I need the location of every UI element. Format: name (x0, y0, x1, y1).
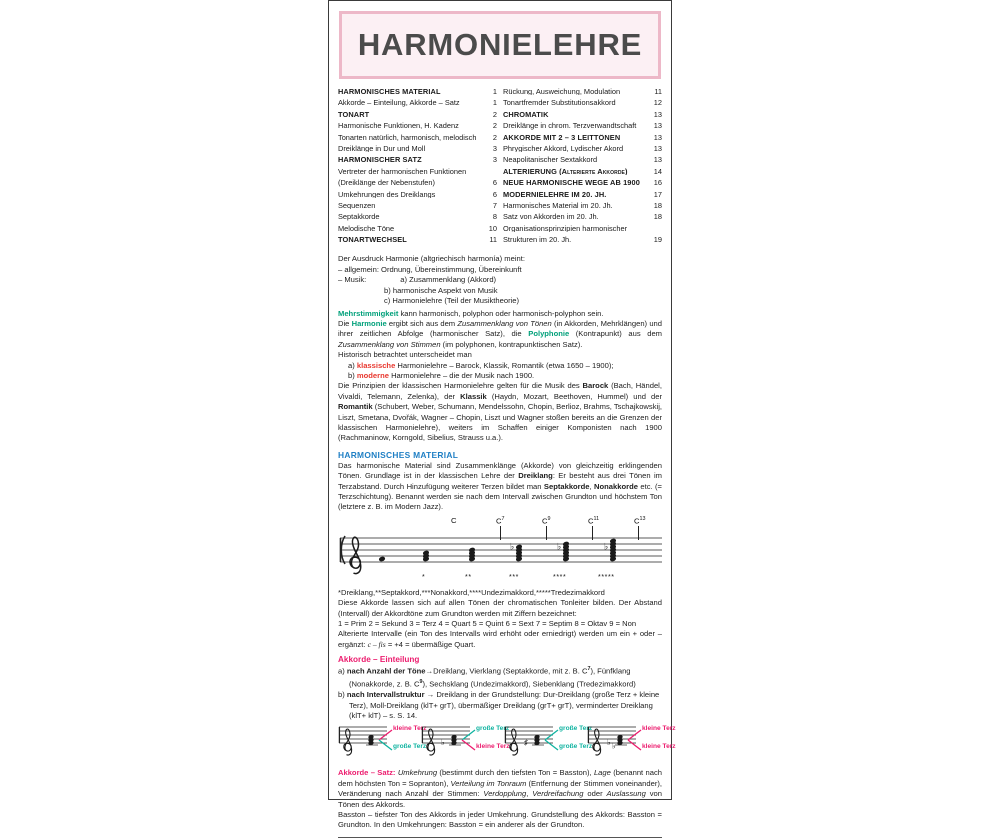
interval-label-top-0: kleine Terz (393, 725, 427, 733)
toc-entry-page: 10 (488, 223, 497, 233)
toc-entry[interactable] (503, 134, 662, 145)
intro-musik-b: b) harmonische Aspekt von Musik (384, 285, 498, 295)
toc-entry-label: Organisationsprinzipien harmonischer (503, 224, 628, 233)
interval-bracket-2 (544, 727, 560, 753)
toc-entry-label: MODERNIELEHRE IM 20. JH. (503, 190, 607, 198)
legend-line: *Dreiklang,**Septakkord,***Nonakkord,****Undezimakkord,*****Tredezimakkord (338, 587, 605, 597)
toc-entry[interactable] (338, 99, 497, 110)
toc-entry-label: TONART (338, 110, 370, 119)
svg-text:♭: ♭ (604, 541, 609, 552)
intro-line-3 (338, 275, 662, 285)
toc-entry-label: Tonarten natürlich, harmonisch, melodisch (338, 133, 477, 141)
toc-entry-page: 12 (653, 98, 662, 108)
toc-entry-page: 1 (492, 98, 497, 108)
paragraph-klassisch-modern (338, 361, 662, 382)
interval-label-bottom-2: große Terz (559, 743, 593, 751)
svg-text:♭: ♭ (510, 541, 515, 552)
term-septakkorde: Septakkorde (543, 481, 590, 491)
toc-entry[interactable] (338, 122, 497, 133)
para1-body: Die Harmonie ergibt sich aus dem Zusammenklang von Tönen (in Akkorden, Mehrklängen) und ihrer zeitlichen Abfolge (harmonischer Satz), die Polyphonie (Kontrapunkt) aus dem Zusammenklang von Stimmen (im polyphonen, kontrapunktischen Satz). (338, 318, 662, 349)
music-staff-triad-3 (587, 723, 676, 762)
toc-entry[interactable] (503, 191, 662, 202)
toc-entry[interactable] (338, 236, 497, 247)
toc-entry-label: Akkorde – Einteilung, Akkorde – Satz (338, 99, 460, 107)
page-title: HARMONIELEHRE (357, 27, 643, 62)
toc-entry-label: Vertreter der harmonischen Funktionen (338, 167, 467, 176)
toc-entry[interactable] (503, 156, 662, 167)
toc-entry[interactable] (338, 145, 497, 156)
table-of-contents (338, 88, 662, 247)
toc-entry-page: 13 (653, 121, 662, 131)
toc-entry-page: 7 (492, 200, 497, 210)
chord-label-4: $C^{13}$ (634, 515, 646, 526)
star-mark-4: ***** (598, 573, 615, 581)
toc-entry[interactable] (338, 225, 497, 236)
section-heading-harmonisches-material: HARMONISCHES MATERIAL (338, 449, 459, 460)
toc-entry-label: AKKORDE MIT 2 – 3 LEITTÖNEN (503, 133, 621, 141)
toc-entry-label: Dreiklänge in Dur und Moll (338, 144, 426, 153)
term-klassik: Klassik (460, 391, 487, 401)
toc-entry-page: 2 (492, 132, 497, 142)
chord-label-2: $C^9$ (542, 515, 551, 526)
term-barock: Barock (582, 381, 609, 391)
toc-entry-page: 13 (653, 132, 662, 142)
toc-entry[interactable] (503, 145, 662, 156)
music-staff-triad-1 (421, 723, 510, 762)
intro-musik-c: c) Harmonielehre (Teil der Musiktheorie) (384, 296, 520, 306)
music-staff-triad-0 (338, 723, 427, 762)
toc-entry-label: Harmonische Funktionen, H. Kadenz (338, 122, 459, 130)
svg-text:♭: ♭ (557, 541, 562, 552)
toc-entry-page: 8 (492, 212, 497, 222)
item-klassische: a) klassische Harmonielehre – Barock, Klassik, Romantik (etwa 1650 – 1900); (348, 360, 614, 370)
intro-line-2: – allgemein: Ordnung, Übereinstimmung, Übereinkunft (338, 264, 522, 274)
einteilung-item-b: b) nach Intervallstruktur → Dreiklang in der Grundstellung: Dur-Dreiklang (große Terz + kleine Terz), Moll-Dreiklang (klT+ grT), übermäßiger Dreiklang (grT+ grT), verminderter Dreiklang (klT+ klT) – s. S. 14. (338, 690, 660, 720)
term-moderne: moderne (356, 370, 389, 380)
paragraph-harmonie (338, 309, 662, 361)
svg-text:♭: ♭ (441, 738, 445, 748)
toc-entry-page: 13 (653, 143, 662, 153)
term-nach-anzahl: nach Anzahl der Töne (346, 666, 426, 676)
svg-text:♭: ♭ (612, 741, 616, 751)
star-mark-1: ** (465, 573, 472, 581)
toc-entry[interactable] (338, 179, 497, 190)
toc-entry[interactable] (338, 202, 497, 213)
term-klassische: klassische (356, 360, 396, 370)
term-nach-intervallstruktur: nach Intervallstruktur (346, 690, 425, 700)
toc-entry-label: HARMONISCHES MATERIAL (338, 88, 441, 96)
toc-entry-label: Rückung, Ausweichung, Modulation (503, 88, 621, 96)
toc-entry-page: 19 (653, 235, 662, 245)
interval-bracket-0 (378, 727, 394, 753)
star-mark-3: **** (553, 573, 567, 581)
paragraph-material: Das harmonische Material sind Zusammenklänge (Akkorde) von gleichzeitig erklingenden Tönen. Grundlage ist in der klassischen Lehre der Dreiklang: Er besteht aus drei Tönen im Terzabstand. Durch Hinzufügung weiterer Terzen bildet man Septakkorde, Nonakkorde etc. (= Terzschichtung). Benannt werden sie nach dem Intervall zwischen Grundton und höchstem Ton (letztere z. B. im Modern Jazz). (338, 460, 662, 512)
staff-svg-main (338, 528, 664, 578)
toc-entry[interactable] (503, 179, 662, 190)
toc-entry-page: 2 (492, 121, 497, 131)
toc-entry-label: HARMONISCHER SATZ (338, 156, 422, 164)
star-mark-2: *** (509, 573, 519, 581)
svg-text:♭: ♭ (607, 738, 611, 748)
paragraph-intervalle (338, 598, 662, 650)
music-staves-triad-types (338, 723, 676, 765)
paragraph-akkorde-satz: Akkorde – Satz: Umkehrung (bestimmt durch den tiefsten Ton = Basston), Lage (benannt nach dem höchsten Ton = Sopranton), Verteilung im Tonraum (Entfernung der Stimmen voneinander), Veränderung nach Anzahl der Stimmen: Verdopplung, Verdreifachung oder Auslassung von Tönen des Akkords. Basston – tiefster Ton des Akkords in jeder Umkehrung. Grundstellung des Akkords: Basston = Grundton. In den Umkehrungen: Basston = ein anderer als der Grundton. (338, 768, 662, 830)
term-romantik: Romantik (338, 402, 373, 412)
toc-entry-page: 11 (489, 235, 497, 245)
toc-entry-page: 6 (492, 178, 497, 188)
toc-entry-label: Dreiklänge in chrom. Terzverwandtschaft (503, 122, 637, 130)
toc-entry-label: Septakkorde (338, 213, 380, 221)
toc-entry[interactable] (338, 88, 497, 99)
toc-entry-label: TONARTWECHSEL (338, 236, 407, 244)
section-heading-akkorde-einteilung: Akkorde – Einteilung (338, 655, 420, 665)
intro-musik-label: – Musik: (338, 275, 367, 285)
interval-label-top-3: kleine Terz (642, 725, 676, 733)
term-mehrstimmigkeit: Mehrstimmigkeit (338, 308, 399, 318)
toc-entry[interactable] (503, 99, 662, 110)
term-harmonie: Harmonie (351, 318, 387, 328)
toc-entry-page: 13 (653, 155, 662, 165)
toc-entry[interactable] (503, 202, 662, 213)
toc-entry-label: Umkehrungen des Dreiklangs (338, 190, 436, 198)
para1-line-historisch: Historisch betrachtet unterscheidet man (338, 350, 472, 360)
toc-entry[interactable] (338, 111, 497, 122)
toc-entry[interactable] (503, 168, 662, 179)
term-polyphonie: Polyphonie (528, 329, 570, 339)
intro-line-1: Der Ausdruck Harmonie (altgriechisch harmonía) meint: (338, 254, 525, 264)
toc-column-left (338, 88, 497, 247)
music-staff-chord-stack (338, 516, 662, 588)
interval-label-bottom-1: kleine Terz (476, 743, 510, 751)
toc-column-right (503, 88, 662, 247)
para4-line2: 1 = Prim 2 = Sekund 3 = Terz 4 = Quart 5 = Quint 6 = Sext 7 = Septim 8 = Oktav 9 = Non (338, 619, 637, 629)
toc-entry-page: 1 (492, 87, 497, 96)
toc-entry-page: 17 (653, 189, 662, 199)
para4-line1: Diese Akkorde lassen sich auf allen Tönen der chromatischen Tonleiter bilden. Der Abstand (Intervall) der Akkordtöne zum Grundton werden mit Ziffern bezeichnet: (338, 598, 662, 618)
interval-bracket-3 (627, 727, 643, 753)
para1-line1: Mehrstimmigkeit kann harmonisch, polyphon oder harmonisch-polyphon sein. (338, 308, 604, 318)
section-heading-akkorde-satz: Akkorde – Satz: (338, 768, 396, 778)
toc-entry[interactable] (338, 156, 497, 167)
toc-entry-page: 6 (492, 189, 497, 199)
toc-entry[interactable] (503, 122, 662, 133)
staff-legend (338, 588, 662, 598)
toc-entry[interactable] (338, 213, 497, 224)
toc-entry[interactable] (503, 88, 662, 99)
toc-entry[interactable] (338, 168, 497, 179)
interval-label-top-2: große Terz (559, 725, 593, 733)
toc-entry-page: 3 (492, 155, 497, 165)
toc-entry-label: Satz von Akkorden im 20. Jh. (503, 213, 599, 221)
toc-entry-label: Melodische Töne (338, 224, 395, 233)
toc-entry-label: Harmonisches Material im 20. Jh. (503, 201, 613, 210)
toc-entry[interactable] (503, 225, 662, 236)
toc-entry-page: 14 (653, 166, 662, 176)
paragraph-prinzipien: Die Prinzipien der klassischen Harmonielehre gelten für die Musik des Barock (Bach, Händel, Vivaldi, Telemann, Zelenka), der Klassik (Haydn, Mozart, Beethoven, Hummel) und der Romantik (Schubert, Weber, Schumann, Mendelssohn, Chopin, Berlioz, Brahms, Tschajkowskij, Liszt, Smetana, Dvořák, Wagner – Chopin, Liszt und Wagner stoßen bereits an die Grenzen der klassischen Harmonielehre), weiters im Schaffen einiger Komponisten nach 1900 (Rachmaninow, Korngold, Sibelius, Strauss u.a.). (338, 381, 662, 443)
music-staff-triad-2 (504, 723, 593, 762)
toc-entry[interactable] (503, 236, 662, 247)
page-sheet (328, 0, 676, 830)
toc-entry[interactable] (503, 213, 662, 224)
toc-entry[interactable] (338, 134, 497, 145)
toc-entry[interactable] (338, 191, 497, 202)
toc-entry-label: Strukturen im 20. Jh. (503, 236, 572, 244)
page-inner (329, 1, 676, 830)
toc-entry-label: (Dreiklänge der Nebenstufen) (338, 179, 435, 187)
paragraph-einteilung (338, 664, 662, 721)
toc-entry-label: Tonartfremder Substitutionsakkord (503, 99, 616, 107)
toc-entry-page: 13 (653, 109, 662, 119)
toc-entry-label: CHROMATIK (503, 110, 549, 119)
toc-entry-label: Sequenzen (338, 201, 376, 210)
toc-entry-label: Phrygischer Akkord, Lydischer Akord (503, 144, 624, 153)
interval-label-bottom-3: kleine Terz (642, 743, 676, 751)
chord-label-0: C (451, 515, 457, 525)
interval-label-bottom-0: große Terz (393, 743, 427, 751)
item-moderne: b) moderne Harmonielehre – die der Musik nach 1900. (348, 370, 535, 380)
toc-entry-page: 16 (653, 178, 662, 188)
chord-label-1: $C^7$ (496, 515, 505, 526)
intro-block (338, 254, 662, 306)
toc-entry-page: 11 (654, 87, 662, 96)
toc-entry-page: 3 (492, 143, 497, 153)
chord-label-3: $C^{11}$ (588, 515, 600, 526)
term-dreiklang: Dreiklang (518, 471, 553, 481)
toc-entry-page: 2 (492, 109, 497, 119)
toc-entry-label: Neapolitanischer Sextakkord (503, 156, 598, 164)
einteilung-item-a: a) nach Anzahl der Töne→Dreiklang, Vierklang (Septakkorde, mit z. B. $C^7$), Fünfklang (Nonakkorde, z. B. $C^9$), Sechsklang (Undezimakkord), Siebenklang (Tredezimakkord) (338, 666, 636, 689)
term-nonakkorde: Nonakkorde (594, 481, 638, 491)
toc-entry-label: ALTERIERUNG (Alterierte Akkorde) (503, 167, 628, 176)
para-basston: Basston – tiefster Ton des Akkords in jeder Umkehrung. Grundstellung des Akkords: Basston = Grundton. In den Umkehrungen: Basston = ein anderer als der Grundton. (338, 809, 662, 830)
star-mark-0: * (422, 573, 426, 581)
page-title-banner (339, 11, 661, 79)
interval-bracket-1 (461, 727, 477, 753)
toc-entry[interactable] (503, 111, 662, 122)
toc-entry-label: NEUE HARMONISCHE WEGE AB 1900 (503, 179, 640, 187)
toc-entry-page: 18 (653, 212, 662, 222)
svg-text:♯: ♯ (524, 738, 528, 748)
toc-entry-page: 18 (653, 200, 662, 210)
intro-musik-a: a) Zusammenklang (Akkord) (400, 275, 497, 285)
para4-line3: Alterierte Intervalle (ein Ton des Intervalls wird erhöht oder erniedrigt) werden um ein + oder – ergänzt: c – fis = +4 = übermäßige Quart. (338, 629, 662, 649)
interval-label-top-1: große Terz (476, 725, 510, 733)
